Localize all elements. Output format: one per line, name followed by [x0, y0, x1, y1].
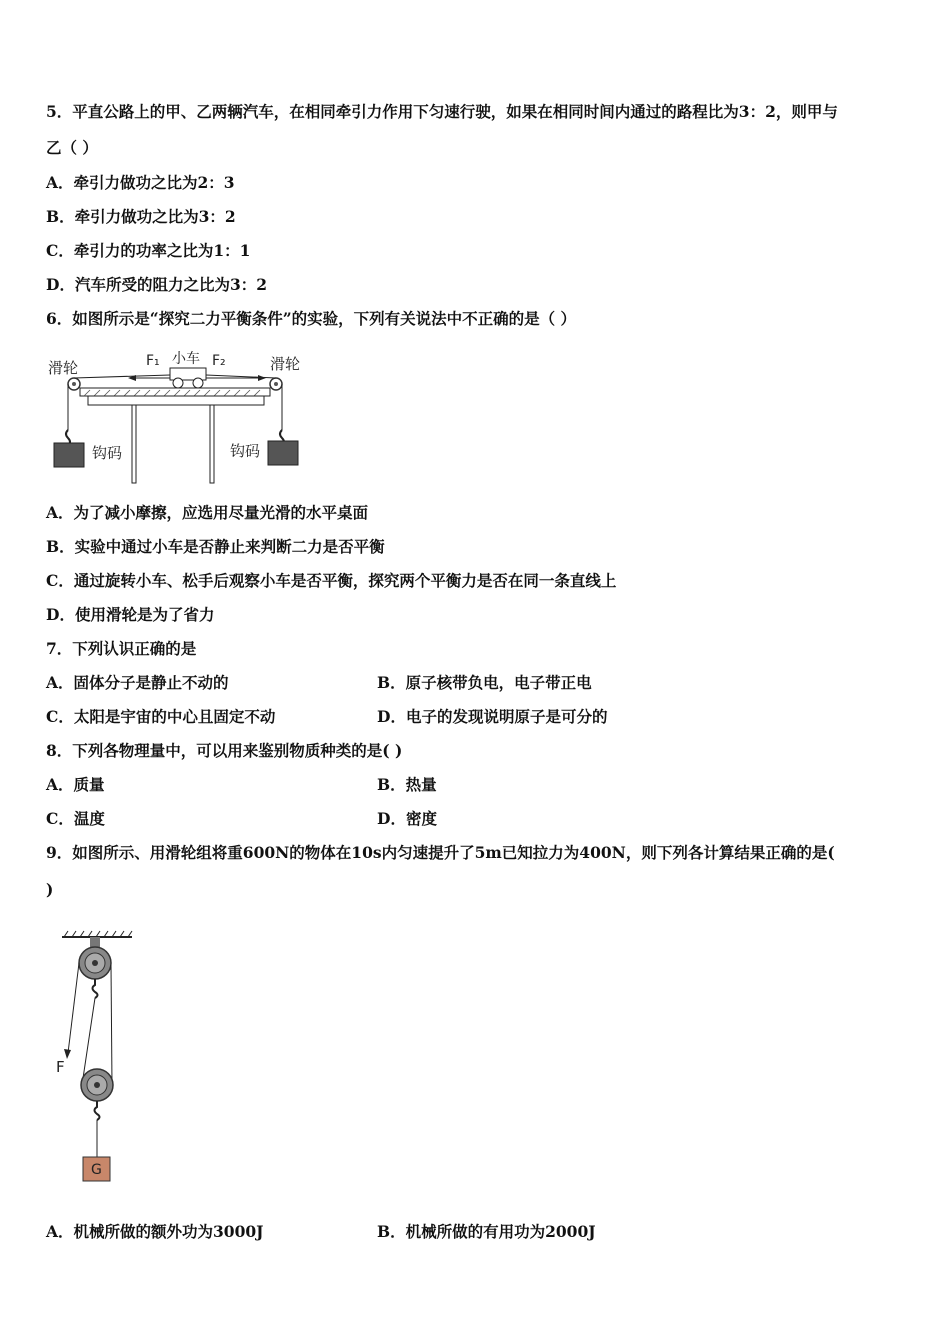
- q9-rope-pull: [68, 963, 79, 1053]
- q5-option-a: A．牵引力做功之比为2：3: [46, 173, 235, 192]
- q7-option-d: D．电子的发现说明原子是可分的: [377, 707, 608, 726]
- q6-stem: 6．如图所示是“探究二力平衡条件”的实验，下列有关说法中不正确的是（ ）: [46, 309, 577, 328]
- q6-option-b: B．实验中通过小车是否静止来判断二力是否平衡: [46, 537, 385, 556]
- q9-option-b: B．机械所做的有用功为2000J: [377, 1222, 596, 1241]
- q5-option-b: B．牵引力做功之比为3：2: [46, 207, 236, 226]
- q6-label-pulley-left: 滑轮: [48, 359, 79, 377]
- q5-option-c: C．牵引力的功率之比为1：1: [46, 241, 251, 260]
- q9-label-weight: G: [91, 1162, 102, 1178]
- q7-option-a: A．固体分子是静止不动的: [46, 673, 229, 692]
- q6-option-c: C．通过旋转小车、松手后观察小车是否平衡，探究两个平衡力是否在同一条直线上: [46, 571, 617, 590]
- q6-label-pulley-right: 滑轮: [270, 355, 301, 373]
- q6-table-leg-right: [210, 405, 214, 483]
- q9-figure-pulley-system: [46, 925, 146, 1187]
- q8-option-a: A．质量: [46, 775, 105, 794]
- q9-stem-line2: ): [46, 880, 54, 899]
- q5-option-d: D．汽车所受的阻力之比为3：2: [46, 275, 268, 294]
- q7-option-c: C．太阳是宇宙的中心且固定不动: [46, 707, 276, 726]
- q6-weight-left: [54, 443, 84, 467]
- q8-option-b: B．热量: [377, 775, 437, 794]
- q7-option-b: B．原子核带负电，电子带正电: [377, 673, 592, 692]
- q8-option-d: D．密度: [377, 809, 437, 828]
- q9-label-force: F: [56, 1058, 65, 1076]
- q8-option-c: C．温度: [46, 809, 105, 828]
- q6-figure-balance-apparatus: [44, 345, 314, 490]
- q9-option-a: A．机械所做的额外功为3000J: [46, 1222, 264, 1241]
- q6-label-f2: F₂: [212, 353, 226, 369]
- q6-table-leg-left: [132, 405, 136, 483]
- q6-label-cart: 小车: [172, 351, 200, 367]
- q6-label-weight-left: 钩码: [92, 444, 123, 462]
- q6-label-weight-right: 钩码: [230, 442, 261, 460]
- q9-stem-line1: 9．如图所示、用滑轮组将重600N的物体在10s内匀速提升了5m已知拉力为400N，则下列各计算结果正确的是(: [46, 843, 835, 862]
- q7-stem: 7．下列认识正确的是: [46, 639, 197, 658]
- q8-stem: 8．下列各物理量中，可以用来鉴别物质种类的是( ): [46, 741, 403, 760]
- q5-stem-line1: 5．平直公路上的甲、乙两辆汽车，在相同牵引力作用下匀速行驶，如果在相同时间内通过的路程比为3：2，则甲与: [46, 102, 838, 121]
- q6-label-f1: F₁: [146, 353, 160, 369]
- q5-stem-line2: 乙（ ）: [46, 138, 98, 157]
- q6-option-d: D．使用滑轮是为了省力: [46, 605, 215, 624]
- q6-weight-right: [268, 441, 298, 465]
- q6-option-a: A．为了减小摩擦，应选用尽量光滑的水平桌面: [46, 503, 369, 522]
